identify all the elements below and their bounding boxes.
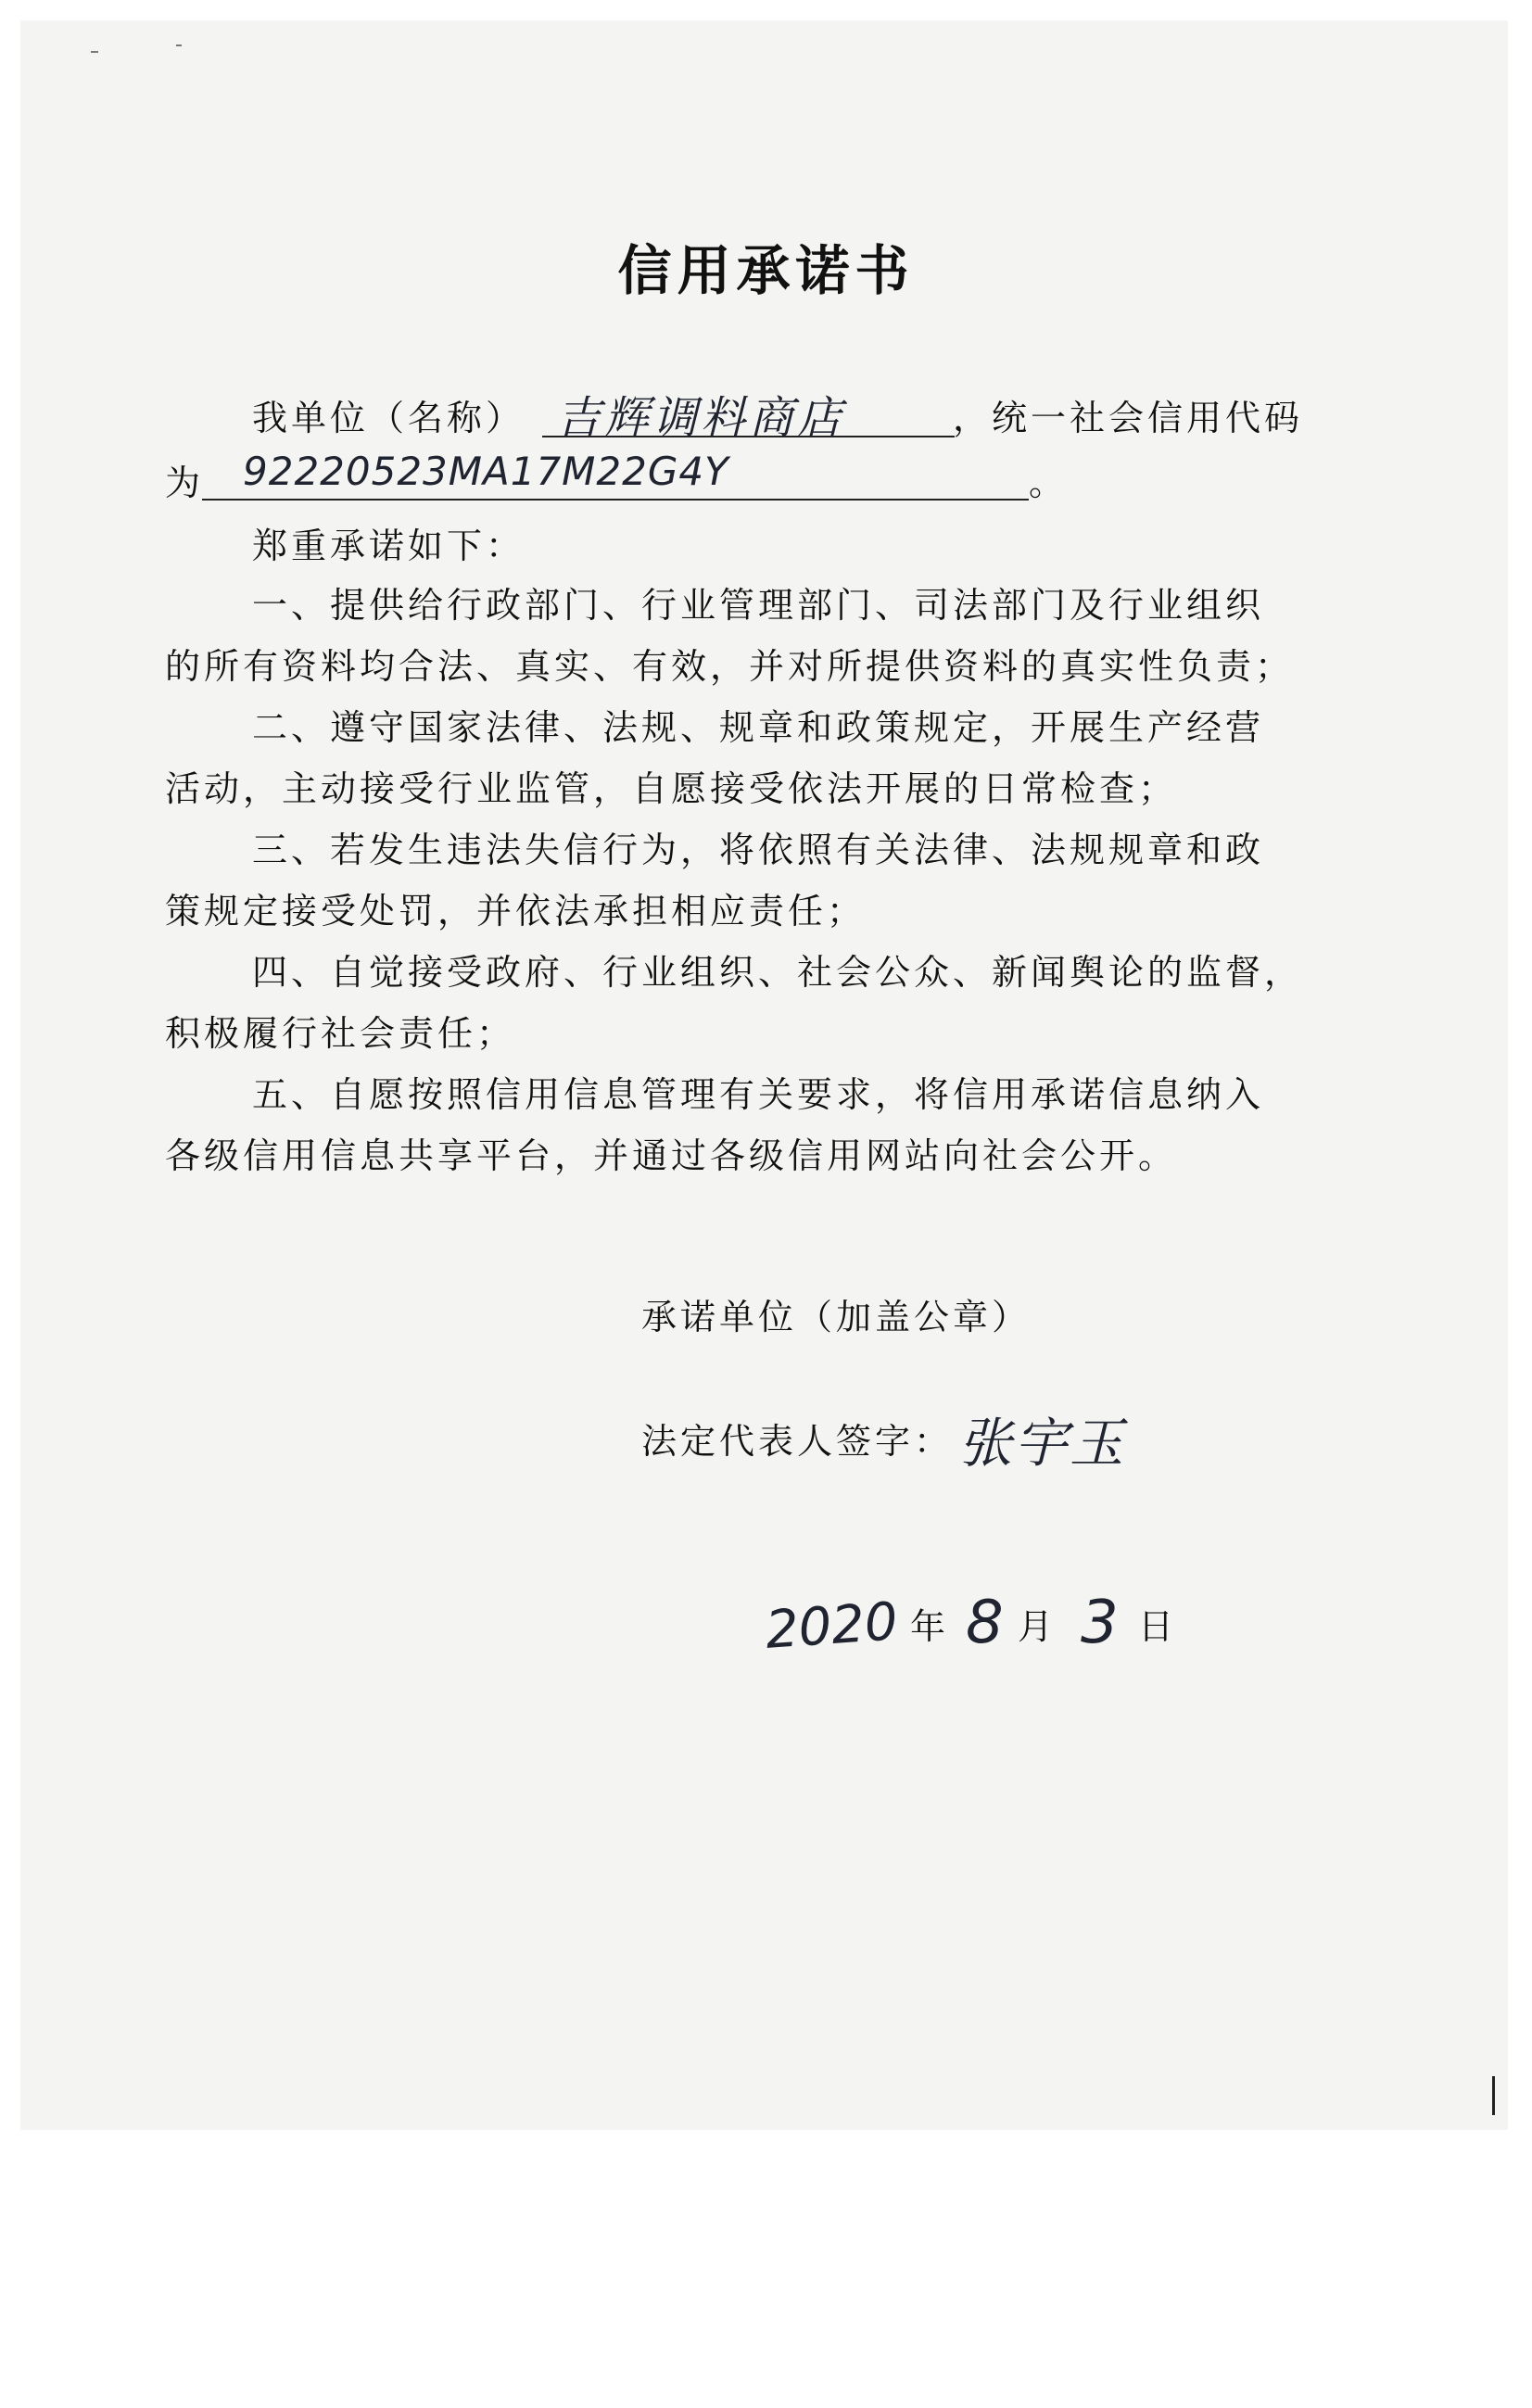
legal-rep-label: 法定代表人签字： (641, 1421, 954, 1462)
pledge-item-4-line-1: 四、自觉接受政府、行业组织、社会公众、新闻舆论的监督， (252, 952, 1304, 993)
intro-prefix: 我单位（名称） (252, 398, 525, 438)
intro-suffix: 。 (1029, 463, 1069, 503)
date-day-handwritten: 3 (1081, 1589, 1119, 1657)
date-month-label: 月 (1018, 1606, 1057, 1647)
date-year-label: 年 (910, 1606, 950, 1647)
pledge-intro: 郑重承诺如下： (252, 526, 525, 566)
code-prefix: 为 (165, 463, 205, 503)
date-year-handwritten: 2020 (763, 1591, 900, 1661)
pledge-item-2-line-2: 活动，主动接受行业监管，自愿接受依法开展的日常检查； (165, 768, 1178, 809)
pledge-item-4-line-2: 积极履行社会责任； (165, 1013, 516, 1054)
company-name-handwritten: 吉辉调料商店 (556, 392, 846, 444)
credit-code-handwritten: 92220523MA17M22G4Y (243, 449, 729, 494)
pledge-item-5-line-2: 各级信用信息共享平台，并通过各级信用网站向社会公开。 (165, 1135, 1178, 1176)
document-title: 信用承诺书 (617, 239, 915, 302)
intro-middle: ，统一社会信用代码 (953, 398, 1304, 438)
date-month-handwritten: 8 (966, 1589, 1004, 1657)
pledge-item-1-line-2: 的所有资料均合法、真实、有效，并对所提供资料的真实性负责； (165, 646, 1295, 687)
scan-speck (176, 44, 182, 46)
pledge-item-2-line-1: 二、遵守国家法律、法规、规章和政策规定，开展生产经营 (252, 707, 1265, 748)
committing-unit-label: 承诺单位（加盖公章） (641, 1297, 1032, 1337)
scan-edge-mark (1492, 2076, 1495, 2115)
legal-rep-signature: 张宇玉 (958, 1412, 1126, 1475)
company-name-underline (542, 436, 955, 437)
pledge-item-3-line-1: 三、若发生违法失信行为，将依照有关法律、法规规章和政 (252, 830, 1265, 870)
pledge-item-5-line-1: 五、自愿按照信用信息管理有关要求，将信用承诺信息纳入 (252, 1074, 1265, 1115)
scan-speck (91, 51, 98, 53)
pledge-item-1-line-1: 一、提供给行政部门、行业管理部门、司法部门及行业组织 (252, 585, 1265, 626)
pledge-item-3-line-2: 策规定接受处罚，并依法承担相应责任； (165, 891, 867, 932)
date-day-label: 日 (1138, 1606, 1178, 1647)
credit-code-underline (202, 499, 1029, 501)
